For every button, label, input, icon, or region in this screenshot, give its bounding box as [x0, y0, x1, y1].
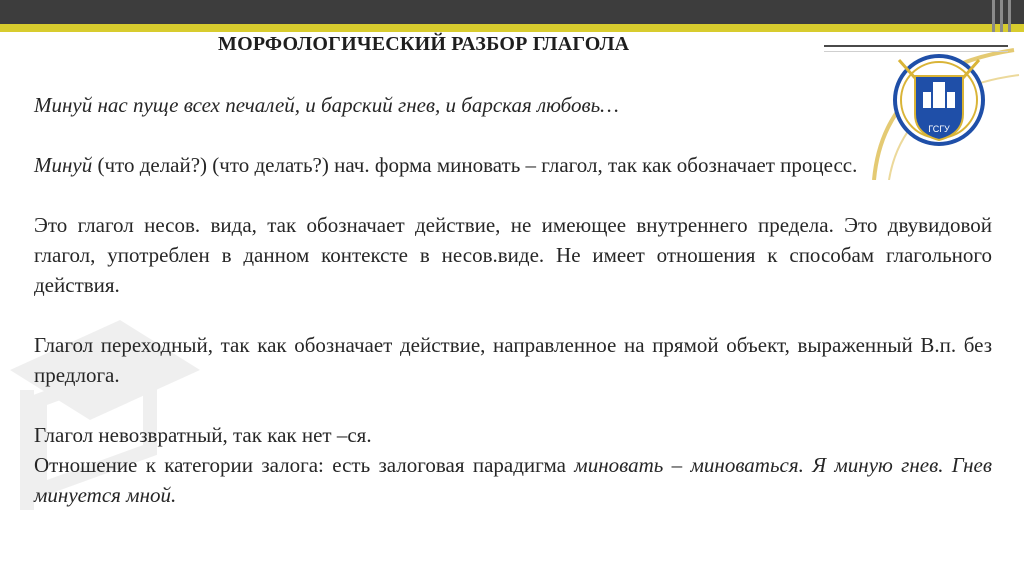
- analyzed-word: Минуй: [34, 153, 93, 177]
- voice-form-active: миновать: [574, 453, 664, 477]
- title-divider: [824, 45, 1008, 47]
- voice-form-passive: миноваться.: [690, 453, 804, 477]
- voice-lead-text: Отношение к категории залога: есть залоговая парадигма: [34, 453, 575, 477]
- epigraph: Минуй нас пуще всех печалей, и барский гнев, и барская любовь…: [34, 93, 619, 117]
- title-divider-thin: [824, 51, 1008, 52]
- paragraph-transitivity: Глагол переходный, так как обозначает действие, направленное на прямой объект, выраженный В.п. без предлога.: [34, 333, 992, 387]
- paragraph-initial-form-text: (что делай?) (что делать?) нач. форма миновать – глагол, так как обозначает процесс.: [92, 153, 858, 177]
- paragraph-initial-form: [34, 150, 992, 180]
- corner-decoration: [986, 0, 1024, 32]
- page-title: МОРФОЛОГИЧЕСКИЙ РАЗБОР ГЛАГОЛА: [218, 33, 630, 55]
- voice-dash: –: [663, 453, 691, 477]
- emblem-caption: ГСГУ: [928, 124, 950, 134]
- paragraph-reflexivity: Глагол невозвратный, так как нет –ся.: [34, 423, 372, 447]
- top-bar: [0, 0, 1024, 24]
- paragraph-voice: [34, 450, 992, 510]
- paragraph-aspect: Это глагол несов. вида, так обозначает действие, не имеющее внутреннего предела. Это двувидовой глагол, употреблен в данном контексте в несов.виде. Не имеет отношения к способам глагольного действия.: [34, 213, 992, 297]
- voice-examples: Я миную гнев. Гнев минуется мной.: [34, 453, 992, 507]
- content-body: [34, 90, 992, 510]
